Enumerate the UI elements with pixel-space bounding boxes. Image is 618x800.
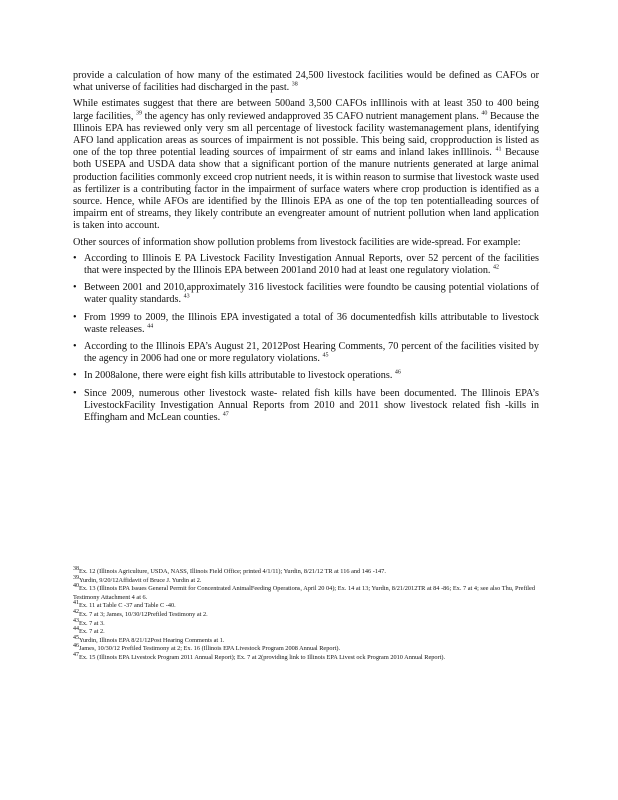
bullet-list (73, 253, 539, 424)
footnote-text: Ex. 7 at 2. (79, 628, 105, 636)
footnote-number: 46 (73, 643, 79, 650)
footnote-text: Ex. 11 at Table C -37 and Table C -40. (79, 602, 176, 610)
footnote-ref: 41 (495, 146, 502, 153)
footnote-ref: 38 (291, 81, 298, 88)
footnote (73, 651, 535, 663)
footnote (73, 645, 535, 654)
footnote-ref: 42 (493, 264, 500, 271)
list-item (73, 370, 539, 382)
paragraph-3: Other sources of information show pollution problems from livestock facilities are wide-spread. For example: (73, 236, 521, 248)
list-item (73, 312, 539, 336)
bullet-icon: • (73, 282, 77, 294)
footnote-ref: 40 (481, 110, 488, 117)
list-item-text: In 2008alone, there were eight fish kills attributable to livestock operations. (84, 370, 393, 382)
bullet-icon: • (73, 252, 77, 264)
paragraph-2-text-c: Because the Illinois EPA has reviewed only very sm all percentage of livestock facility wastemanagement plans, identifying AFO land application areas as sources of impairment is not possible. This being said, cropproduction is listed as one of the top three potential leading sources of impairment of str eams and inland lakes inIllinois. (73, 110, 539, 159)
footnote (73, 602, 535, 611)
footnote-text: Ex. 13 (Illinois EPA Issues General Permit for Concentrated AnimalFeeding Operations, April 20 04); Ex. 14 at 13; Yurdin, 8/21/2012TR at 84 -86; Ex. 7 at 4; see also Thu, Prefiled Testimony Attachment 4 at 6. (73, 585, 535, 601)
bullet-icon: • (73, 341, 77, 353)
footnote-text: Ex. 12 (Illinois Agriculture, USDA, NASS, Illinois Field Office; printed 4/1/11); Yurdin, 8/21/12 TR at 116 and 146 -147. (79, 568, 386, 575)
footnote-number: 43 (73, 617, 79, 624)
footnote-text: James, 10/30/12 Prefiled Testimony at 2; Ex. 16 (Illinois EPA Livestock Program 2008 Annual Report). (79, 645, 341, 653)
footnote-number: 47 (73, 651, 79, 658)
footnote-number: 45 (73, 634, 79, 641)
list-item (73, 253, 539, 277)
footnote-ref: 43 (183, 294, 190, 301)
footnote-text: Ex. 7 at 3. (79, 619, 105, 627)
list-item-text: From 1999 to 2009, the Illinois EPA investigated a total of 36 documentedfish kills attributable to livestock waste releases. (84, 311, 539, 335)
footnote-number: 38 (73, 565, 79, 572)
footnote-ref: 39 (136, 110, 143, 117)
paragraph-2 (73, 98, 539, 232)
footnote-text: Yurdin, Illinois EPA 8/21/12Post Hearing Comments at 1. (79, 636, 225, 644)
paragraph-2-text-a: While estimates suggest that there are between 500and 3,500 CAFOs inIllinois with at least 350 to 400 being large facilities, (73, 98, 539, 122)
paragraph-2-text-b: the agency has only reviewed andapproved 35 CAFO nutrient management plans. (144, 110, 479, 122)
list-item (73, 282, 539, 306)
list-item (73, 388, 539, 425)
list-item-text: Between 2001 and 2010,approximately 316 livestock facilities were foundto be causing potential violations of water quality standards. (84, 282, 539, 306)
footnote-number: 39 (73, 574, 79, 581)
footnote-text: Ex. 15 (Illinois EPA Livestock Program 2011 Annual Report); Ex. 7 at 2(providing link to Illinois EPA Livest ock Program 2010 Annual Report). (79, 653, 446, 661)
footnote-text: Yurdin, 9/20/12Affidavit of Bruce J. Yurdin at 2. (79, 576, 202, 584)
paragraph-2-text-d: Because both USEPA and USDA data show that a significant portion of the manure nutrients generated at large animal production facilities commonly exceed crop nutrient needs, it is within reason to surmise that livestock waste used as fertilizer is a contributing factor in the impairment of surface waters where crop production is identified as a source. Hence, while AFOs are identified by the Illinois EPA as one of the top ten potentialleading sources of impairm ent of streams, they likely contribute an evengreater amount of nutrient pollution when land application is taken into account. (73, 147, 540, 232)
footnote (73, 608, 535, 620)
paragraph-1-text: provide a calculation of how many of the estimated 24,500 livestock facilities would be defined as CAFOs or what universe of facilities had discharged in the past. (73, 70, 539, 94)
footnote-ref: 47 (222, 411, 229, 418)
bullet-icon: • (73, 387, 77, 399)
bullet-icon: • (73, 311, 77, 323)
list-item-text: According to Illinois E PA Livestock Facility Investigation Annual Reports, over 52 percent of the facilities that were inspected by the Illinois EPA between 2001and 2010 had at least one regulatory violation. (84, 252, 539, 277)
footnote (73, 585, 535, 602)
list-item-text: Since 2009, numerous other livestock waste- related fish kills have been documented. The Illinois EPA’s LivestockFacility Investigation Annual Reports from 2010 and 2011 show livestock related fish -kills in Effingham and McLean counties. (84, 387, 539, 424)
footnote-text: Ex. 7 at 3; James, 10/30/12Prefiled Testimony at 2. (79, 610, 208, 618)
list-item-text: According to the Illinois EPA’s August 21, 2012Post Hearing Comments, 70 percent of the facilities visited by the agency in 2006 had one or more regulatory violations. (84, 341, 539, 365)
list-item (73, 341, 539, 365)
bullet-icon: • (73, 370, 77, 382)
footnote (73, 574, 535, 586)
footnote-number: 40 (73, 583, 79, 590)
footnote-ref: 45 (322, 352, 329, 359)
document-body (73, 70, 539, 429)
footnote-number: 41 (73, 600, 79, 607)
footnote (73, 565, 535, 577)
footnotes (73, 565, 535, 663)
paragraph-1 (73, 70, 539, 94)
footnote-number: 44 (73, 626, 79, 633)
footnote-ref: 44 (147, 323, 154, 330)
footnote-ref: 46 (394, 370, 401, 377)
footnote (73, 628, 535, 637)
footnote (73, 617, 535, 629)
footnote-number: 42 (73, 608, 79, 615)
